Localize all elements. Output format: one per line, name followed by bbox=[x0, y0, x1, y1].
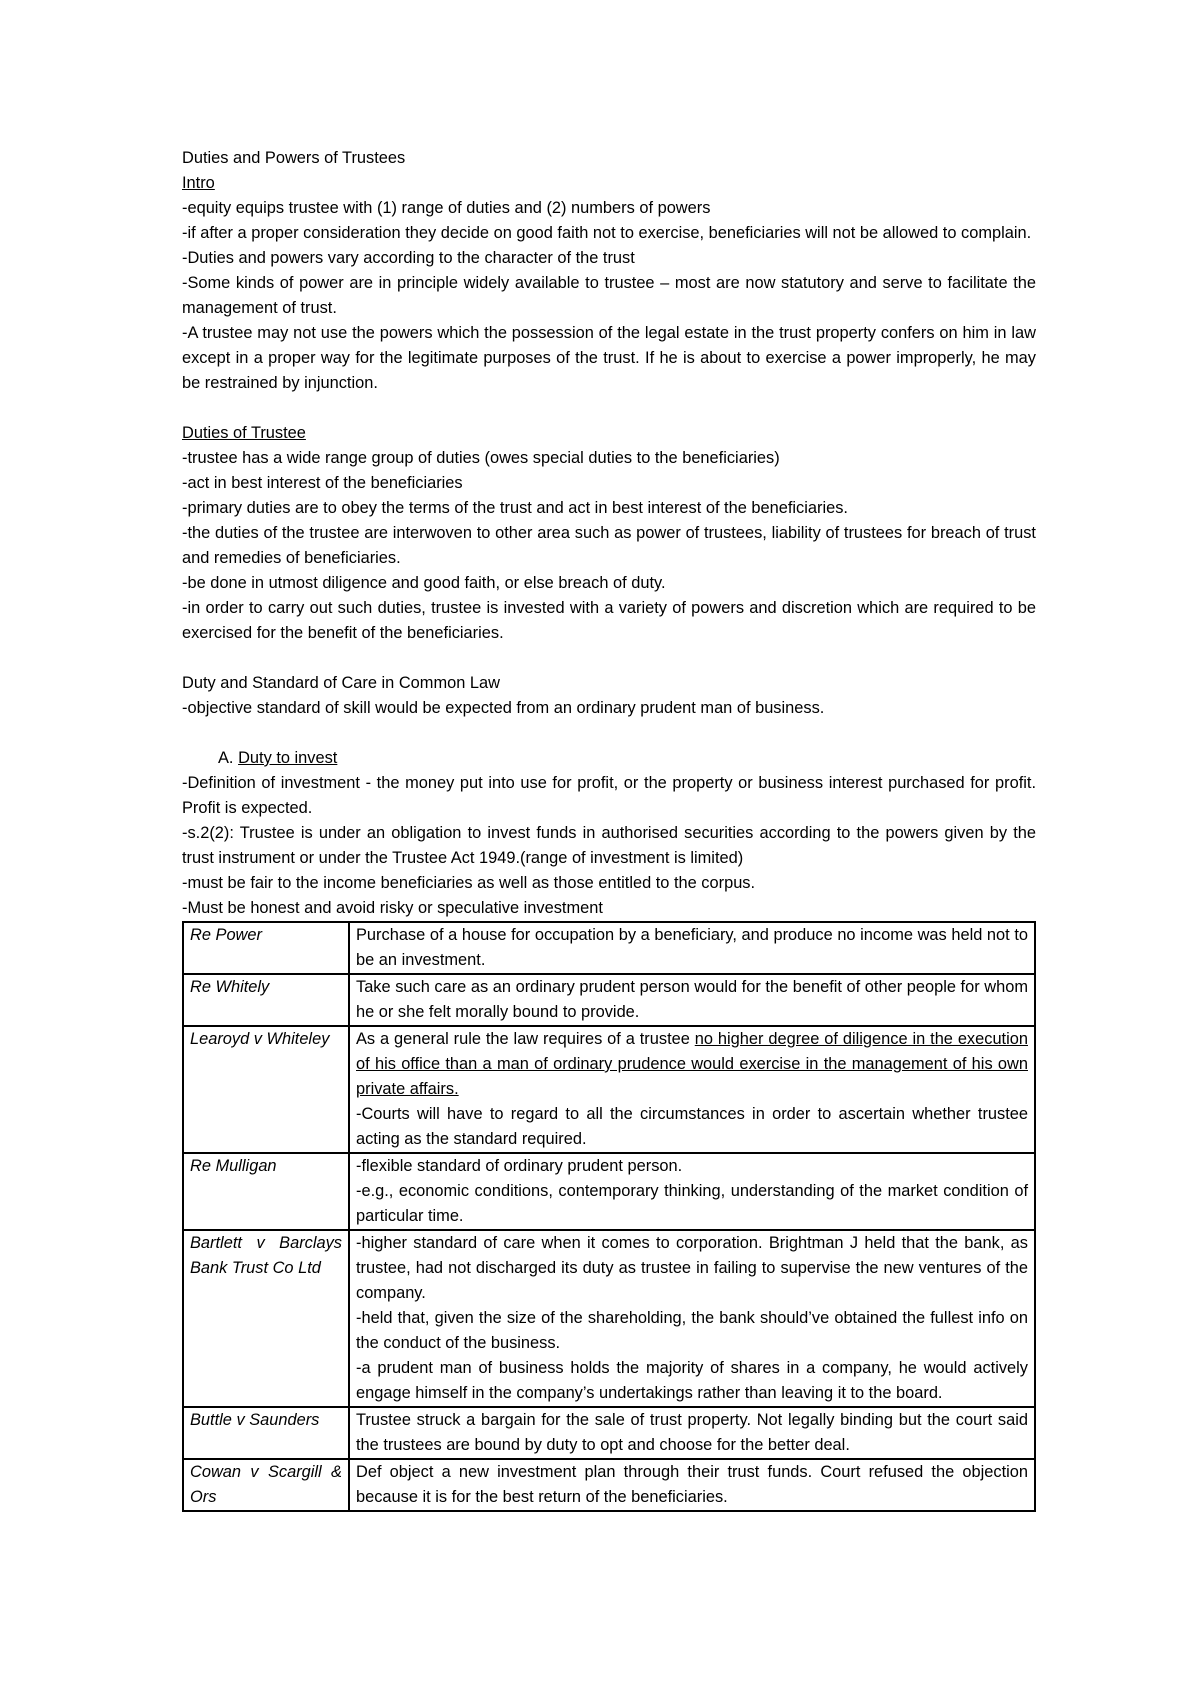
standard-heading: Duty and Standard of Care in Common Law bbox=[182, 674, 500, 692]
case-name: Buttle v Saunders bbox=[183, 1407, 349, 1459]
case-name: Cowan v Scargill & Ors bbox=[183, 1459, 349, 1511]
invest-line: -s.2(2): Trustee is under an obligation to invest funds in authorised securities according to the powers given by the trust instrument or under the Trustee Act 1949.(range of investment is limited) bbox=[182, 824, 1036, 867]
case-name: Re Power bbox=[183, 922, 349, 974]
table-row bbox=[183, 1153, 1035, 1230]
case-para-underlined: no higher degree of diligence in the execution of his office than a man of ordinary prudence would exercise in the management of his own private affairs. bbox=[356, 1030, 1028, 1098]
case-para: -e.g., economic conditions, contemporary thinking, understanding of the market condition of particular time. bbox=[356, 1182, 1028, 1225]
document-title: Duties and Powers of Trustees bbox=[182, 149, 406, 167]
case-description bbox=[349, 1407, 1035, 1459]
case-description bbox=[349, 922, 1035, 974]
duties-line: -trustee has a wide range group of duties (owes special duties to the beneficiaries) bbox=[182, 449, 780, 467]
intro-line: -if after a proper consideration they decide on good faith not to exercise, beneficiaries will not be allowed to complain. bbox=[182, 224, 1032, 242]
duties-line: -be done in utmost diligence and good faith, or else breach of duty. bbox=[182, 574, 666, 592]
case-name: Re Mulligan bbox=[183, 1153, 349, 1230]
intro-heading: Intro bbox=[182, 174, 215, 192]
invest-heading bbox=[182, 746, 1036, 771]
intro-line: -Some kinds of power are in principle widely available to trustee – most are now statutory and serve to facilitate the management of trust. bbox=[182, 274, 1036, 317]
cases-table bbox=[182, 921, 1036, 1512]
case-para bbox=[356, 1027, 1028, 1102]
case-para: -higher standard of care when it comes to corporation. Brightman J held that the bank, as trustee, had not discharged its duty as trustee in failing to supervise the new ventures of the company. bbox=[356, 1234, 1028, 1302]
case-description bbox=[349, 1459, 1035, 1511]
case-description bbox=[349, 1153, 1035, 1230]
spacer bbox=[182, 646, 1036, 671]
table-row bbox=[183, 1026, 1035, 1153]
case-para: -flexible standard of ordinary prudent person. bbox=[356, 1157, 683, 1175]
table-row bbox=[183, 974, 1035, 1026]
case-para: -a prudent man of business holds the majority of shares in a company, he would actively engage himself in the company’s undertakings rather than leaving it to the board. bbox=[356, 1359, 1028, 1402]
invest-heading-text: Duty to invest bbox=[238, 749, 338, 767]
invest-line: -Definition of investment - the money put into use for profit, or the property or business interest purchased for profit. Profit is expected. bbox=[182, 774, 1036, 817]
case-para: Def object a new investment plan through their trust funds. Court refused the objection because it is for the best return of the beneficiaries. bbox=[356, 1463, 1028, 1506]
case-description bbox=[349, 1026, 1035, 1153]
case-para: Take such care as an ordinary prudent person would for the benefit of other people for whom he or she felt morally bound to provide. bbox=[356, 978, 1028, 1021]
table-row bbox=[183, 922, 1035, 974]
case-name: Bartlett v Barclays Bank Trust Co Ltd bbox=[183, 1230, 349, 1407]
case-name: Learoyd v Whiteley bbox=[183, 1026, 349, 1153]
intro-line: -equity equips trustee with (1) range of duties and (2) numbers of powers bbox=[182, 199, 711, 217]
spacer bbox=[182, 396, 1036, 421]
intro-line: -A trustee may not use the powers which the possession of the legal estate in the trust property confers on him in law except in a proper way for the legitimate purposes of the trust. If he is about to exercise a power improperly, he may be restrained by injunction. bbox=[182, 324, 1036, 392]
table-row bbox=[183, 1407, 1035, 1459]
case-para: Trustee struck a bargain for the sale of trust property. Not legally binding but the court said the trustees are bound by duty to opt and choose for the better deal. bbox=[356, 1411, 1028, 1454]
duties-line: -act in best interest of the beneficiaries bbox=[182, 474, 463, 492]
case-para-lead: As a general rule the law requires of a trustee bbox=[356, 1030, 695, 1048]
duties-line: -in order to carry out such duties, trustee is invested with a variety of powers and discretion which are required to be exercised for the benefit of the beneficiaries. bbox=[182, 599, 1036, 642]
invest-marker: A. bbox=[218, 749, 234, 767]
case-description bbox=[349, 974, 1035, 1026]
case-description bbox=[349, 1230, 1035, 1407]
spacer bbox=[182, 721, 1036, 746]
duties-line: -primary duties are to obey the terms of the trust and act in best interest of the beneficiaries. bbox=[182, 499, 848, 517]
case-para: -Courts will have to regard to all the circumstances in order to ascertain whether trustee acting as the standard required. bbox=[356, 1105, 1028, 1148]
standard-line: -objective standard of skill would be expected from an ordinary prudent man of business. bbox=[182, 699, 825, 717]
case-name: Re Whitely bbox=[183, 974, 349, 1026]
intro-line: -Duties and powers vary according to the character of the trust bbox=[182, 249, 635, 267]
duties-line: -the duties of the trustee are interwoven to other area such as power of trustees, liability of trustees for breach of trust and remedies of beneficiaries. bbox=[182, 524, 1036, 567]
table-row bbox=[183, 1459, 1035, 1511]
duties-heading: Duties of Trustee bbox=[182, 424, 306, 442]
invest-line: -Must be honest and avoid risky or speculative investment bbox=[182, 899, 603, 917]
table-row bbox=[183, 1230, 1035, 1407]
case-para: Purchase of a house for occupation by a beneficiary, and produce no income was held not to be an investment. bbox=[356, 926, 1028, 969]
invest-line: -must be fair to the income beneficiaries as well as those entitled to the corpus. bbox=[182, 874, 756, 892]
case-para: -held that, given the size of the shareholding, the bank should’ve obtained the fullest info on the conduct of the business. bbox=[356, 1309, 1028, 1352]
